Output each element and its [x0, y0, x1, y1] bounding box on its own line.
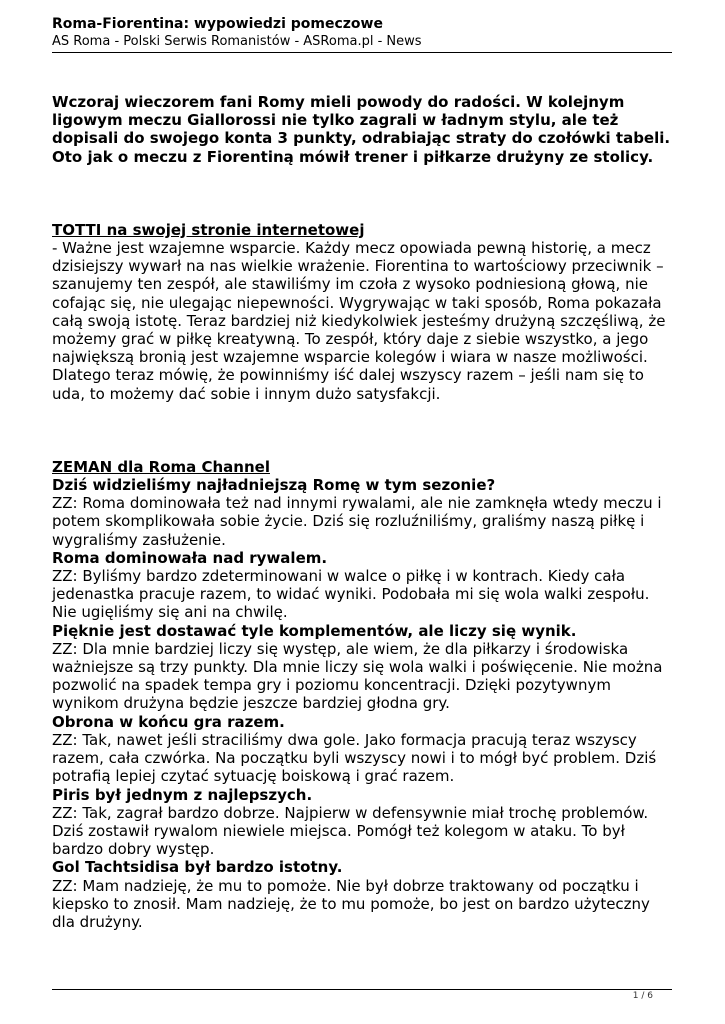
- interview-answer: ZZ: Dla mnie bardziej liczy się występ, ale wiem, że dla piłkarzy i środowiska ważniejsze są trzy punkty. Dla mnie liczy się wola walki i poświęcenie. Nie można pozwolić na spadek tempa gry i poziomu koncentracji. Dzięki pozytywnym wynikom drużyna będzie jeszcze bardziej głodna gry.: [52, 639, 663, 713]
- interview-question: Dziś widzieliśmy najładniejszą Romę w tym sezonie?: [52, 476, 496, 495]
- interview-answer: ZZ: Tak, zagrał bardzo dobrze. Najpierw w defensywnie miał trochę problemów. Dziś zostawił rywalom niewiele miejsca. Pomógł też kolegom w ataku. To był bardzo dobry występ.: [52, 803, 649, 859]
- interview-answer: ZZ: Byliśmy bardzo zdeterminowani w walce o piłkę i w kontrach. Kiedy cała jedenastka pracuje razem, to widać wyniki. Podobała mi się wola walki zespołu. Nie ugięliśmy się ani na chwilę.: [52, 567, 650, 622]
- spacer: [52, 166, 677, 221]
- interview-question: Piris był jednym z najlepszych.: [52, 785, 313, 804]
- interview-answer: ZZ: Tak, nawet jeśli straciliśmy dwa gole. Jako formacja pracują teraz wszyscy razem, cała czwórka. Na początku byli wszyscy nowi i to mógł być problem. Dziś potrafią lepiej czytać sytuację boiskową i grać razem.: [52, 730, 657, 786]
- document-source: AS Roma - Polski Serwis Romanistów - ASRoma.pl - News: [52, 34, 422, 49]
- footer-divider: [52, 989, 672, 990]
- interview-answer: ZZ: Roma dominowała też nad innymi rywalami, ale nie zamknęła wtedy meczu i potem skomplikowała sobie życie. Dziś się rozluźniliśmy, graliśmy naszą piłkę i wygraliśmy zasłużenie.: [52, 494, 662, 549]
- interview-question: Pięknie jest dostawać tyle komplementów, ale liczy się wynik.: [52, 621, 577, 640]
- article-lead: Wczoraj wieczorem fani Romy mieli powody do radości. W kolejnym ligowym meczu Giallorossi nie tylko zagrali w ładnym stylu, ale też dopisali do swojego konta 3 punkty, odrabiając straty do czołówki tabeli. Oto jak o meczu z Fiorentiną mówił trener i piłkarze drużyny ze stolicy.: [52, 93, 671, 166]
- page-number: 1 / 6: [632, 991, 653, 1001]
- interview-answer: ZZ: Mam nadzieję, że mu to pomoże. Nie był dobrze traktowany od początku i kiepsko to znosił. Mam nadzieję, że to mu pomoże, bo jest on bardzo użyteczny dla drużyny.: [52, 876, 650, 931]
- interview-question: Obrona w końcu gra razem.: [52, 712, 285, 731]
- totti-section: [52, 221, 677, 403]
- zeman-heading: ZEMAN dla Roma Channel: [52, 457, 270, 476]
- interview-question: Roma dominowała nad rywalem.: [52, 548, 328, 567]
- header-divider: [52, 52, 672, 53]
- spacer: [52, 403, 677, 458]
- zeman-section: [52, 458, 677, 931]
- page-header: [52, 15, 672, 50]
- totti-quote: - Ważne jest wzajemne wsparcie. Każdy mecz opowiada pewną historię, a mecz dzisiejszy wywarł na nas wielkie wrażenie. Fiorentina to wartościowy przeciwnik – szanujemy ten zespół, ale stawiliśmy im czoła z wysoko podniesioną głową, nie cofając się, nie ulegając niepewności. Wygrywając w taki sposób, Roma pokazała całą swoją istotę. Teraz bardziej niż kiedykolwiek jesteśmy drużyną szczęśliwą, że możemy grać w piłkę kreatywną. To zespół, który daje z siebie wszystko, a jego największą bronią jest wzajemne wsparcie kolegów i wiara w nasze możliwości. Dlatego teraz mówię, że powinniśmy iść dalej wszyscy razem – jeśli nam się to uda, to możemy dać sobie i innym dużo satysfakcji.: [52, 239, 666, 403]
- article-body: [52, 93, 677, 931]
- interview-question: Gol Tachtsidisa był bardzo istotny.: [52, 858, 343, 877]
- totti-heading: TOTTI na swojej stronie internetowej: [52, 220, 365, 239]
- document-title: Roma-Fiorentina: wypowiedzi pomeczowe: [52, 16, 383, 32]
